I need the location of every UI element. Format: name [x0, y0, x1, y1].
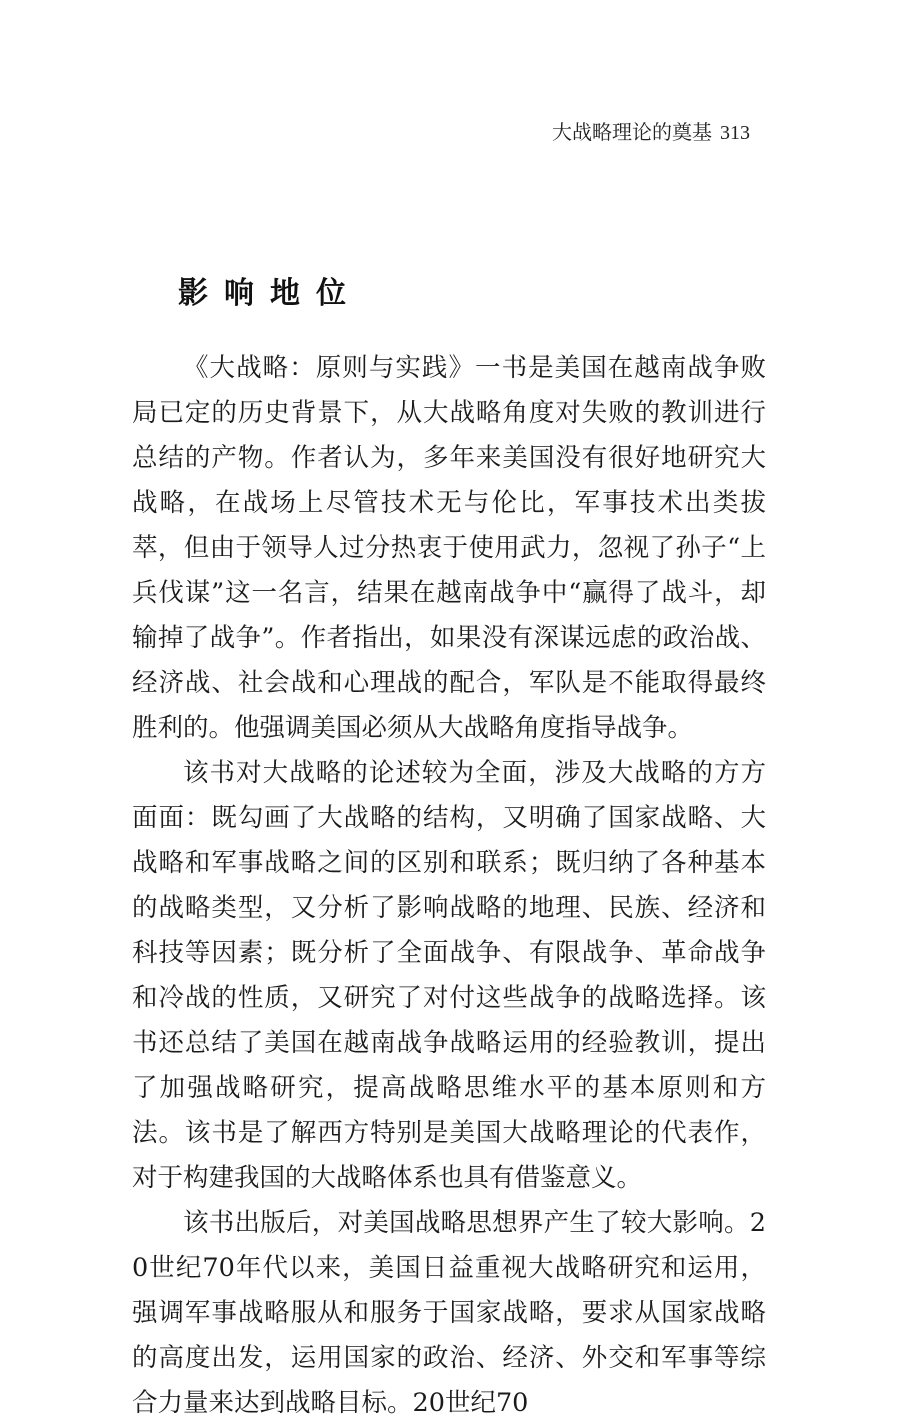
- running-title: 大战略理论的奠基: [552, 120, 712, 144]
- body-text: [132, 346, 766, 1426]
- paragraph-2: 该书对大战略的论述较为全面，涉及大战略的方方面面：既勾画了大战略的结构，又明确了国家战略、大战略和军事战略之间的区别和联系；既归纳了各种基本的战略类型，又分析了影响战略的地理、民族、经济和科技等因素；既分析了全面战争、有限战争、革命战争和冷战的性质，又研究了对付这些战争的战略选择。该书还总结了美国在越南战争战略运用的经验教训，提出了加强战略研究，提高战略思维水平的基本原则和方法。该书是了解西方特别是美国大战略理论的代表作，对于构建我国的大战略体系也具有借鉴意义。: [132, 758, 766, 1193]
- page-number: 313: [720, 122, 750, 144]
- running-header: [552, 116, 750, 145]
- paragraph-1: 《大战略：原则与实践》一书是美国在越南战争败局已定的历史背景下，从大战略角度对失败的教训进行总结的产物。作者认为，多年来美国没有很好地研究大战略，在战场上尽管技术无与伦比，军事技术出类拔萃，但由于领导人过分热衷于使用武力，忽视了孙子“上兵伐谋”这一名言，结果在越南战争中“赢得了战斗，却输掉了战争”。作者指出，如果没有深谋远虑的政治战、经济战、社会战和心理战的配合，军队是不能取得最终胜利的。他强调美国必须从大战略角度指导战争。: [132, 353, 766, 743]
- section-title: 影响地位: [178, 276, 362, 311]
- paragraph-3: 该书出版后，对美国战略思想界产生了较大影响。20世纪70年代以来，美国日益重视大战略研究和运用，强调军事战略服从和服务于国家战略，要求从国家战略的高度出发，运用国家的政治、经济、外交和军事等综合力量来达到战略目标。20世纪70: [132, 1208, 766, 1418]
